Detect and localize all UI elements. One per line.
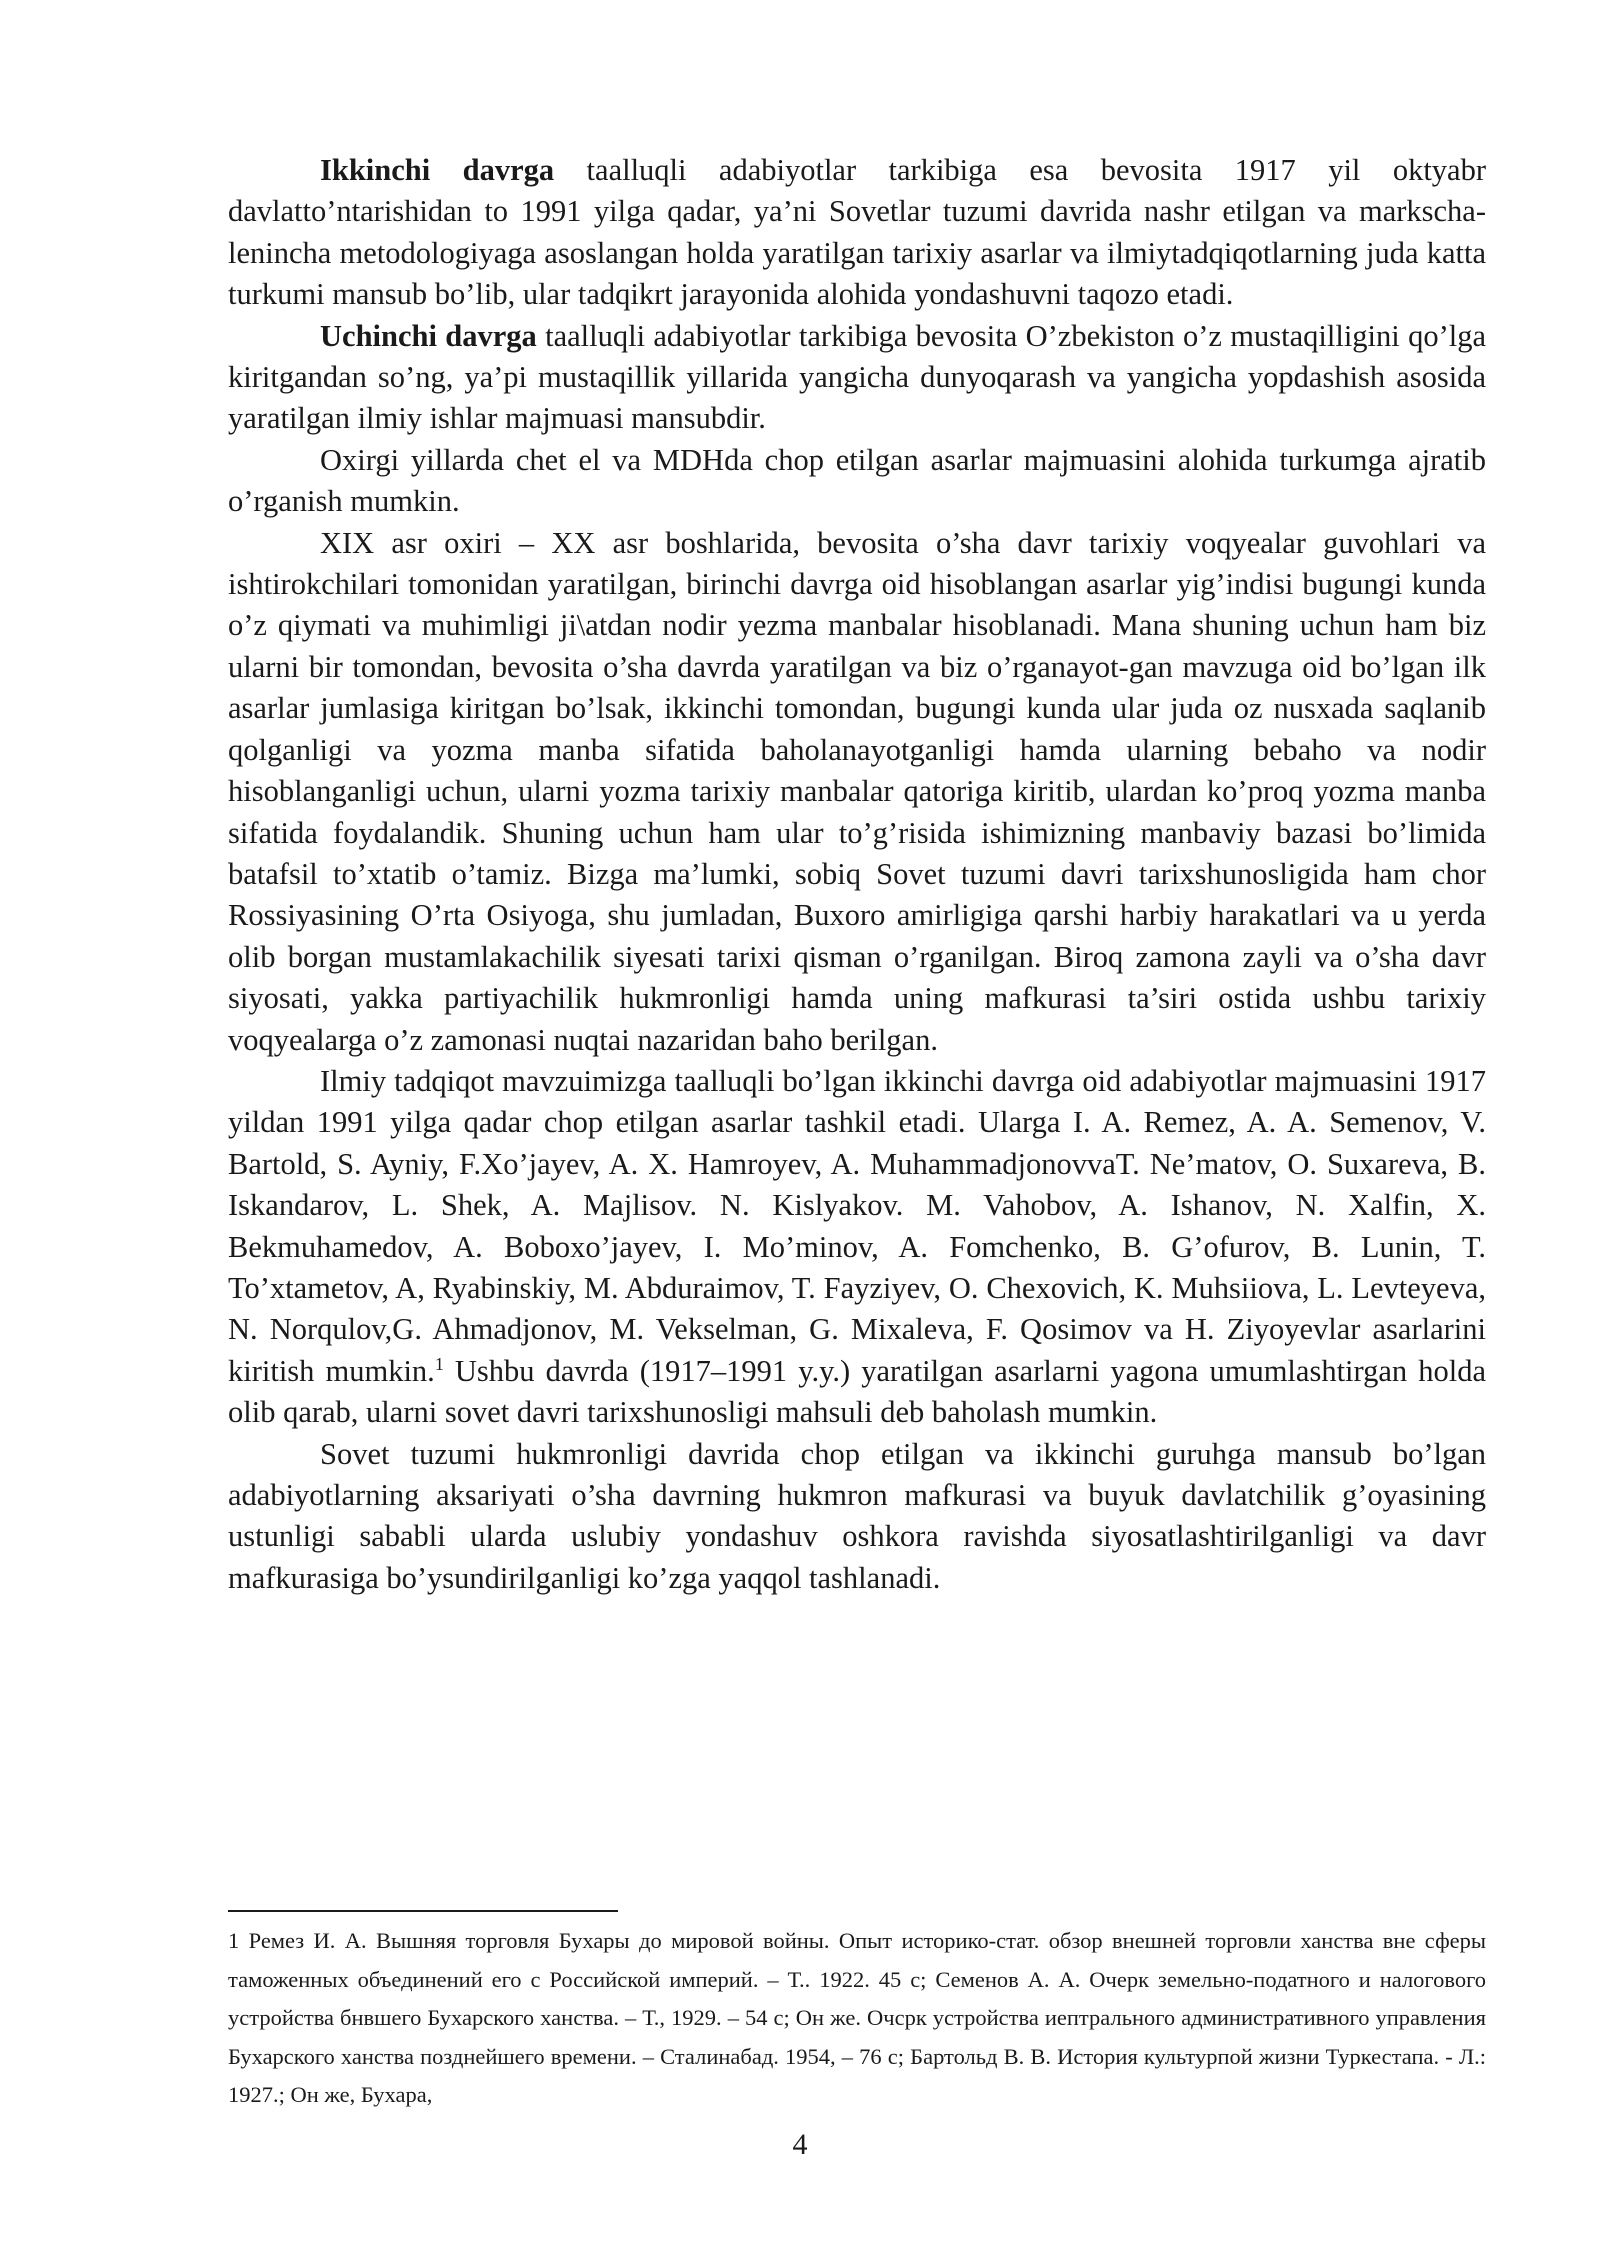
paragraph-third-period	[228, 316, 1486, 440]
paragraph-first-period-sources	[228, 523, 1486, 1061]
paragraph-authors-list	[228, 1061, 1486, 1434]
footnote-separator	[228, 1910, 618, 1912]
document-body	[228, 150, 1486, 1599]
paragraph-foreign-works	[228, 440, 1486, 523]
paragraph-soviet-literature	[228, 1434, 1486, 1600]
paragraph-lead: Uchinchi davrga	[320, 318, 537, 353]
paragraph-text: Oxirgi yillarda chet el va MDHda chop etilgan asarlar majmuasini alohida turkumga ajratib o’rganish mumkin.	[228, 442, 1486, 519]
paragraph-text-continued: Ushbu davrda (1917–1991 y.y.) yaratilgan asarlarni yagona umumlashtirgan holda olib qarab, ularni sovet davri tarixshunosligi mahsuli deb baholash mumkin.	[228, 1353, 1487, 1430]
paragraph-text: taalluqli adabiyotlar tarkibiga esa bevosita 1917 yil oktyabr davlatto’ntarishidan to 1991 yilga qadar, ya’ni Sovetlar tuzumi davrida nashr etilgan va markscha-lenincha metodologiyaga asoslangan holda yaratilgan tarixiy asarlar va ilmiytadqiqotlarning juda katta turkumi mansub bo’lib, ular tadqikrt jarayonida alohida yondashuvni taqozo etadi.	[228, 153, 1486, 312]
paragraph-text: XIX asr oxiri – XX asr boshlarida, bevosita o’sha davr tarixiy voqyealar guvohlari va ishtirokchilari tomonidan yaratilgan, birinchi davrga oid hisoblangan asarlar yig’indisi bugungi kunda o’z qiymati va muhimligi ji\atdan nodir yezma manbalar hisoblanadi. Mana shuning uchun ham biz ularni bir tomondan, bevosita o’sha davrda yaratilgan va biz o’rganayot-gan mavzuga oid bo’lgan ilk asarlar jumlasiga kiritgan bo’lsak, ikkinchi tomondan, bugungi kunda ular juda oz nusxada saqlanib qolganligi va yozma manba sifatida baholanayotganligi hamda ularning bebaho va nodir hisoblanganligi uchun, ularni yozma tarixiy manbalar qatoriga kiritib, ulardan ko’proq yozma manba sifatida foydalandik. Shuning uchun ham ular to’g’risida ishimizning manbaviy bazasi bo’limida batafsil to’xtatib o’tamiz. Bizga ma’lumki, sobiq Sovet tuzumi davri tarixshunosligida ham chor Rossiyasining O’rta Osiyoga, shu jumladan, Buxoro amirligiga qarshi harbiy harakatlari va u yerda olib borgan mustamlakachilik siyesati tarixi qisman o’rganilgan. Biroq zamona zayli va o’sha davr siyosati, yakka partiyachilik hukmronligi hamda uning mafkurasi ta’siri ostida ushbu tarixiy voqyealarga o’z zamonasi nuqtai nazaridan baho berilgan.	[228, 525, 1486, 1057]
paragraph-lead: Ikkinchi davrga	[320, 153, 555, 187]
paragraph-text: Ilmiy tadqiqot mavzuimizga taalluqli bo’lgan ikkinchi davrga oid adabiyotlar majmuasini 1917 yildan 1991 yilga qadar chop etilgan asarlar tashkil etadi. Ularga I. A. Remez, A. A. Semenov, V. Bartold, S. Ayniy, F.Xo’jayev, A. X. Hamroyev, A. MuhammadjonovvaT. Ne’matov, O. Suxareva, B. Iskandarov, L. Shek, A. Majlisov. N. Kislyakov. M. Vahobov, A. Ishanov, N. Xalfin, X. Bekmuhamedov, A. Boboxo’jayev, I. Mo’minov, A. Fomchenko, B. G’ofurov, B. Lunin, T. To’xtametov, A, Ryabinskiy, M. Abduraimov, T. Fayziyev, O. Chexovich, K. Muhsiiova, L. Levteyeva, N. Norqulov,G. Ahmadjonov, M. Vekselman, G. Mixaleva, F. Qosimov va H. Ziyoyevlar asarlarini kiritish mumkin.	[228, 1063, 1486, 1388]
paragraph-text: Sovet tuzumi hukmronligi davrida chop etilgan va ikkinchi guruhga mansub bo’lgan adabiyotlarning aksariyati o’sha davrning hukmron mafkurasi va buyuk davlatchilik g’oyasining ustunligi sababli ularda uslubiy yondashuv oshkora ravishda siyosatlashtirilganligi va davr mafkurasiga bo’ysundirilganligi ko’zga yaqqol tashlanadi.	[228, 1436, 1486, 1595]
page-number: 4	[792, 2128, 808, 2161]
footnote-reference[interactable]: 1	[434, 1353, 444, 1374]
footnote: 1 Ремез И. А. Вышняя торговля Бухары до мировой войны. Опыт историко-стат. обзор внешней торговли ханства вне сферы таможенных объединений его с Российской империй. – Т.. 1922. 45 с; Семенов А. А. Очерк земельно-податного и налогового устройства бнвшего Бухарского ханства. – Т., 1929. – 54 с; Он же. Очсрк устройства иептрального административного управления Бухарского ханства позднейшего времени. – Сталинабад. 1954, – 76 с; Бартольд В. В. История культурпой жизни Туркестапа. - Л.: 1927.; Он же, Бухара,	[228, 1928, 1486, 2107]
paragraph-second-period	[228, 150, 1486, 316]
paragraph-text: taalluqli adabiyotlar tarkibiga bevosita O’zbekiston o’z mustaqilligini qo’lga kiritgandan so’ng, ya’pi mustaqillik yillarida yangicha dunyoqarash va yangicha yopdashish asosida yaratilgan ilmiy ishlar majmuasi mansubdir.	[228, 318, 1486, 436]
